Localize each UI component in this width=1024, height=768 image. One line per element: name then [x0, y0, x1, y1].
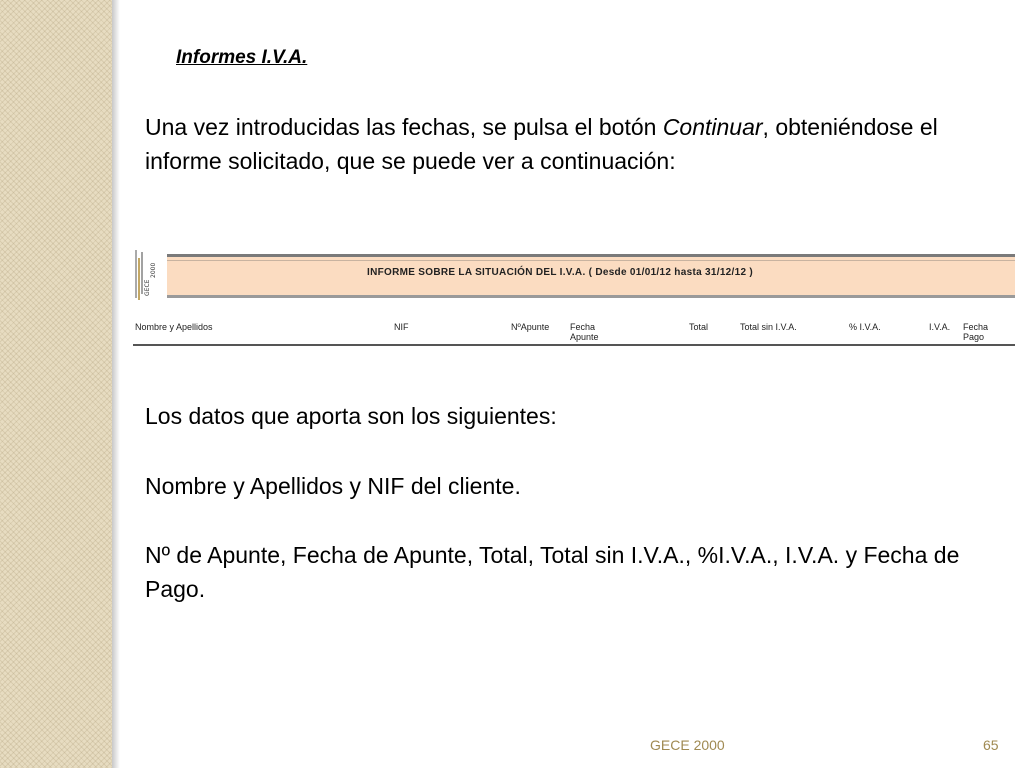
report-col-fecha-apunte: Fecha Apunte: [570, 322, 599, 342]
report-col-nif: NIF: [394, 322, 409, 332]
report-col-fecha-pago: Fecha Pago: [963, 322, 989, 342]
gece-logo-icon: [133, 248, 165, 302]
report-bottom-rule: [133, 344, 1015, 346]
intro-text-end: , obteniéndose el informe solicitado, que se puede ver a continuación:: [145, 114, 938, 174]
side-strip-shadow: [112, 0, 120, 768]
report-col-iva: I.V.A.: [929, 322, 951, 332]
report-header-bar: [167, 254, 1015, 298]
report-bar-inner-line: [167, 260, 1015, 261]
report-col-total: Total: [689, 322, 709, 332]
report-col-total-sin-iva: Total sin I.V.A.: [740, 322, 797, 332]
data-intro-paragraph: Los datos que aporta son los siguientes:: [145, 403, 557, 429]
report-title: INFORME SOBRE LA SITUACIÓN DEL I.V.A. ( Desde 01/01/12 hasta 31/12/12 ): [367, 267, 754, 278]
slide-title: Informes I.V.A.: [176, 47, 308, 68]
intro-paragraph: [145, 110, 1005, 178]
svg-text:GECE: GECE: [144, 279, 151, 296]
entry-data-paragraph: Nº de Apunte, Fecha de Apunte, Total, Total sin I.V.A., %I.V.A., I.V.A. y Fecha de Pago.: [145, 542, 960, 602]
decorative-side-strip: [0, 0, 112, 768]
report-col-porc-iva: % I.V.A.: [849, 322, 881, 332]
report-col-nombre: Nombre y Apellidos: [135, 322, 213, 332]
report-col-napunte: NºApunte: [511, 322, 550, 332]
intro-text-start: Una vez introducidas las fechas, se pulsa el botón: [145, 114, 663, 140]
footer-label: GECE 2000: [650, 737, 725, 753]
client-data-paragraph: Nombre y Apellidos y NIF del cliente.: [145, 473, 521, 499]
svg-text:2000: 2000: [150, 262, 157, 278]
report-screenshot: [133, 242, 1015, 350]
intro-text-emphasis: Continuar: [662, 114, 763, 140]
page-number: 65: [983, 737, 999, 753]
